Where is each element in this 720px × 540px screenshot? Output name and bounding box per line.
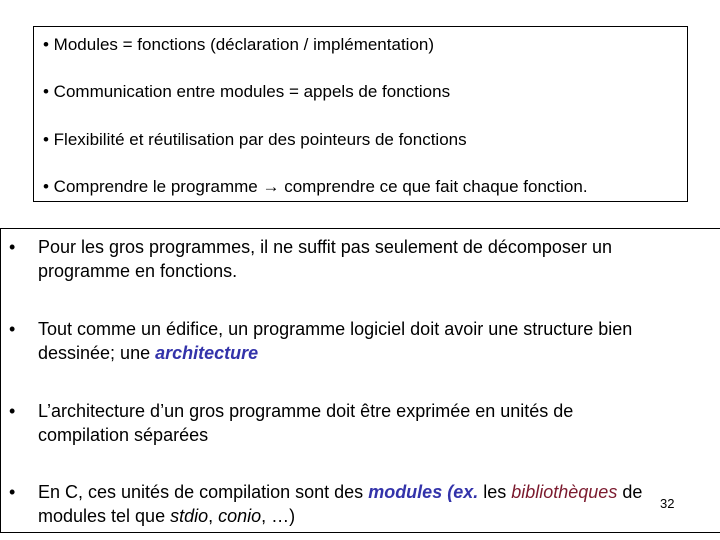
bullet-text-plain: , …) [261, 506, 296, 526]
summary-line-understand-start: • Comprendre le programme [43, 177, 263, 196]
bullet-text-line: Tout comme un édifice, un programme logiciel doit avoir une structure bien [38, 319, 633, 339]
bullet-list-box [0, 228, 720, 533]
bullet-icon: • [9, 401, 16, 421]
bibliotheques-highlight: bibliothèques [511, 482, 618, 502]
bullet-text-plain: les [478, 482, 512, 502]
conio-text: conio [218, 506, 262, 526]
summary-line-modules: • Modules = fonctions (déclaration / implémentation) [43, 35, 435, 54]
bullet-text-plain: En C, ces unités de compilation sont des [38, 482, 369, 502]
bullet-icon: • [9, 237, 16, 257]
summary-line-understand-end: comprendre ce que fait chaque fonction. [279, 177, 588, 196]
bullet-icon: • [9, 482, 16, 502]
bullet-text-line: programme en fonctions. [38, 261, 238, 281]
bullet-text-plain: de [617, 482, 643, 502]
bullet-icon: • [9, 319, 16, 339]
page-number: 32 [660, 496, 675, 511]
summary-line-communication: • Communication entre modules = appels de fonctions [43, 82, 451, 101]
summary-line-understand [43, 177, 588, 197]
bullet-text-line [38, 480, 708, 504]
bullet-text-line: Pour les gros programmes, il ne suffit pas seulement de décomposer un [38, 237, 612, 257]
summary-box [33, 26, 688, 202]
bullet-text-plain: , [208, 506, 219, 526]
bullet-text-plain: dessinée; une [38, 343, 156, 363]
architecture-highlight: architecture [155, 343, 259, 363]
bullet-text-line [38, 341, 708, 365]
stdio-text: stdio [170, 506, 209, 526]
arrow-right-icon: → [262, 177, 280, 196]
summary-line-flexibility: • Flexibilité et réutilisation par des pointeurs de fonctions [43, 130, 467, 149]
bullet-text-line [38, 504, 708, 528]
bullet-text-line: compilation séparées [38, 425, 209, 445]
bullet-text-line: L’architecture d’un gros programme doit être exprimée en unités de [38, 401, 574, 421]
modules-highlight: modules (ex. [368, 482, 479, 502]
bullet-text-plain: modules tel que [38, 506, 171, 526]
